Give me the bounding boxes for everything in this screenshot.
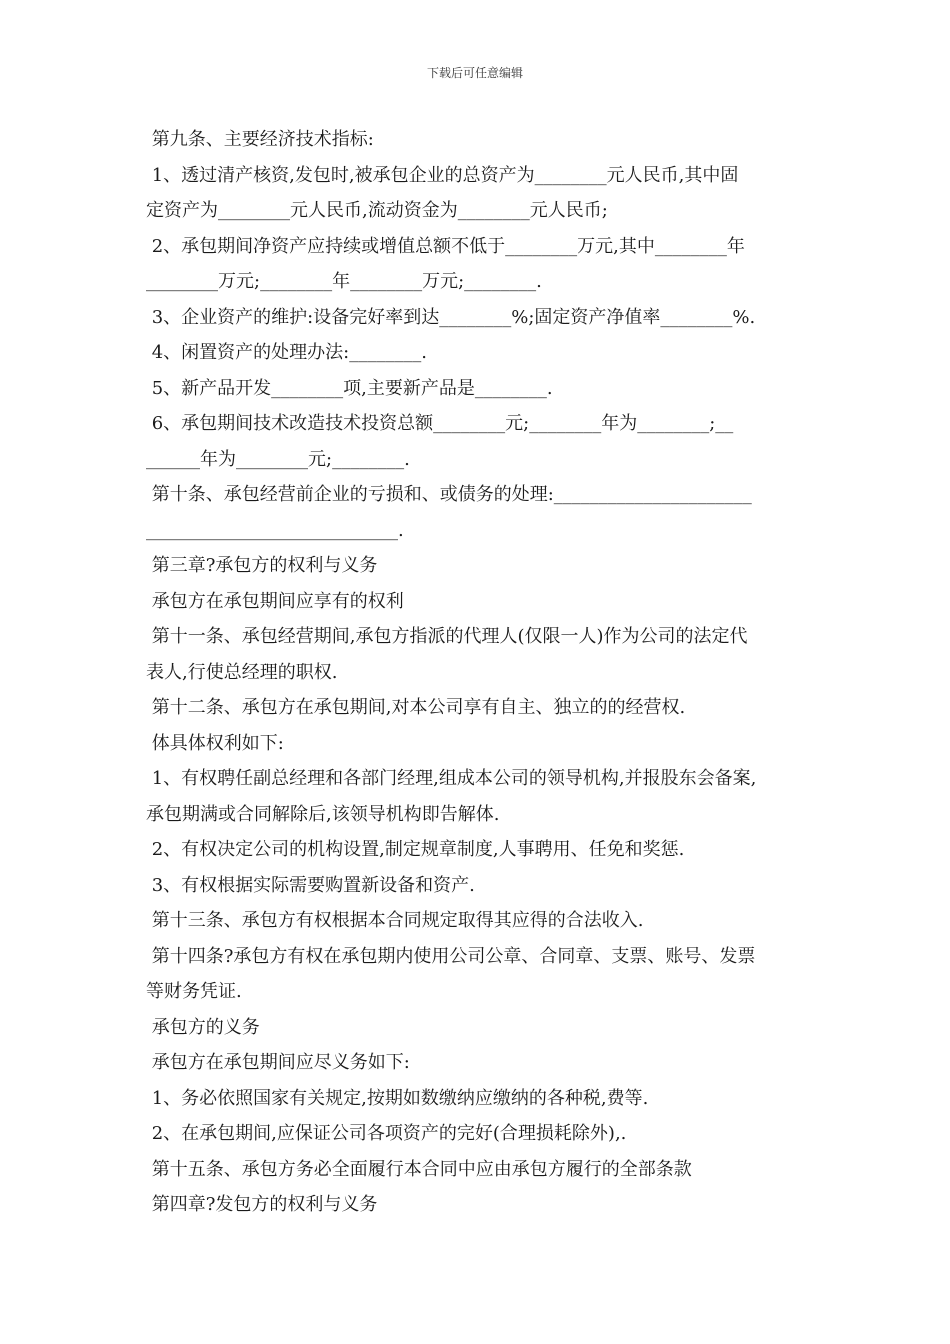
text-line: 3、企业资产的维护:设备完好率到达________%;固定资产净值率________%.	[146, 306, 756, 328]
text-line: 第十一条、承包经营期间,承包方指派的代理人(仅限一人)作为公司的法定代	[146, 626, 748, 647]
document-body	[146, 122, 810, 1223]
text-line: ________万元;________年________万元;________.	[146, 271, 542, 292]
text-line: 1、务必依照国家有关规定,按期如数缴纳应缴纳的各种税,费等.	[146, 1087, 649, 1109]
text-line: 承包方在承包期间应尽义务如下:	[146, 1052, 410, 1073]
text-line: 4、闲置资产的处理办法:________.	[146, 342, 427, 363]
text-line: 第十四条?承包方有权在承包期内使用公司公章、合同章、支票、账号、发票	[146, 945, 756, 967]
page-header: 下载后可任意编辑	[426, 66, 523, 80]
text-line: ______年为________元;________.	[146, 448, 410, 470]
text-line: 1、有权聘任副总经理和各部门经理,组成本公司的领导机构,并报股东会备案,	[146, 768, 757, 789]
text-line: 等财务凭证.	[146, 981, 242, 1002]
text-line: 3、有权根据实际需要购置新设备和资产.	[146, 874, 475, 896]
text-line: 第十条、承包经营前企业的亏损和、或债务的处理:______________________	[146, 484, 752, 505]
text-line: 第九条、主要经济技术指标:	[146, 129, 374, 150]
text-line: 1、透过清产核资,发包时,被承包企业的总资产为________元人民币,其中固	[146, 164, 739, 186]
section-heading: 承包方的义务	[146, 1016, 260, 1038]
text-line: 6、承包期间技术改造技术投资总额________元;________年为________;__	[146, 413, 734, 434]
text-line: 体具体权利如下:	[146, 732, 284, 754]
text-line: ____________________________.	[146, 519, 404, 541]
text-line: 2、承包期间净资产应持续或增值总额不低于________万元,其中________年	[146, 235, 745, 257]
chapter-heading: 第三章?承包方的权利与义务	[146, 555, 378, 576]
section-heading: 承包方在承包期间应享有的权利	[146, 590, 404, 612]
text-line: 2、有权决定公司的机构设置,制定规章制度,人事聘用、任免和奖惩.	[146, 839, 685, 860]
text-line: 第十三条、承包方有权根据本合同规定取得其应得的合法收入.	[146, 910, 644, 931]
text-line: 定资产为________元人民币,流动资金为________元人民币;	[146, 200, 608, 221]
text-line: 5、新产品开发________项,主要新产品是________.	[146, 377, 553, 399]
text-line: 第十五条、承包方务必全面履行本合同中应由承包方履行的全部条款	[146, 1158, 692, 1180]
text-line: 表人,行使总经理的职权.	[146, 661, 338, 683]
text-line: 2、在承包期间,应保证公司各项资产的完好(合理损耗除外),.	[146, 1123, 627, 1144]
text-line: 第十二条、承包方在承包期间,对本公司享有自主、独立的的经营权.	[146, 697, 686, 718]
text-line: 承包期满或合同解除后,该领导机构即告解体.	[146, 803, 500, 825]
chapter-heading: 第四章?发包方的权利与义务	[146, 1194, 378, 1215]
